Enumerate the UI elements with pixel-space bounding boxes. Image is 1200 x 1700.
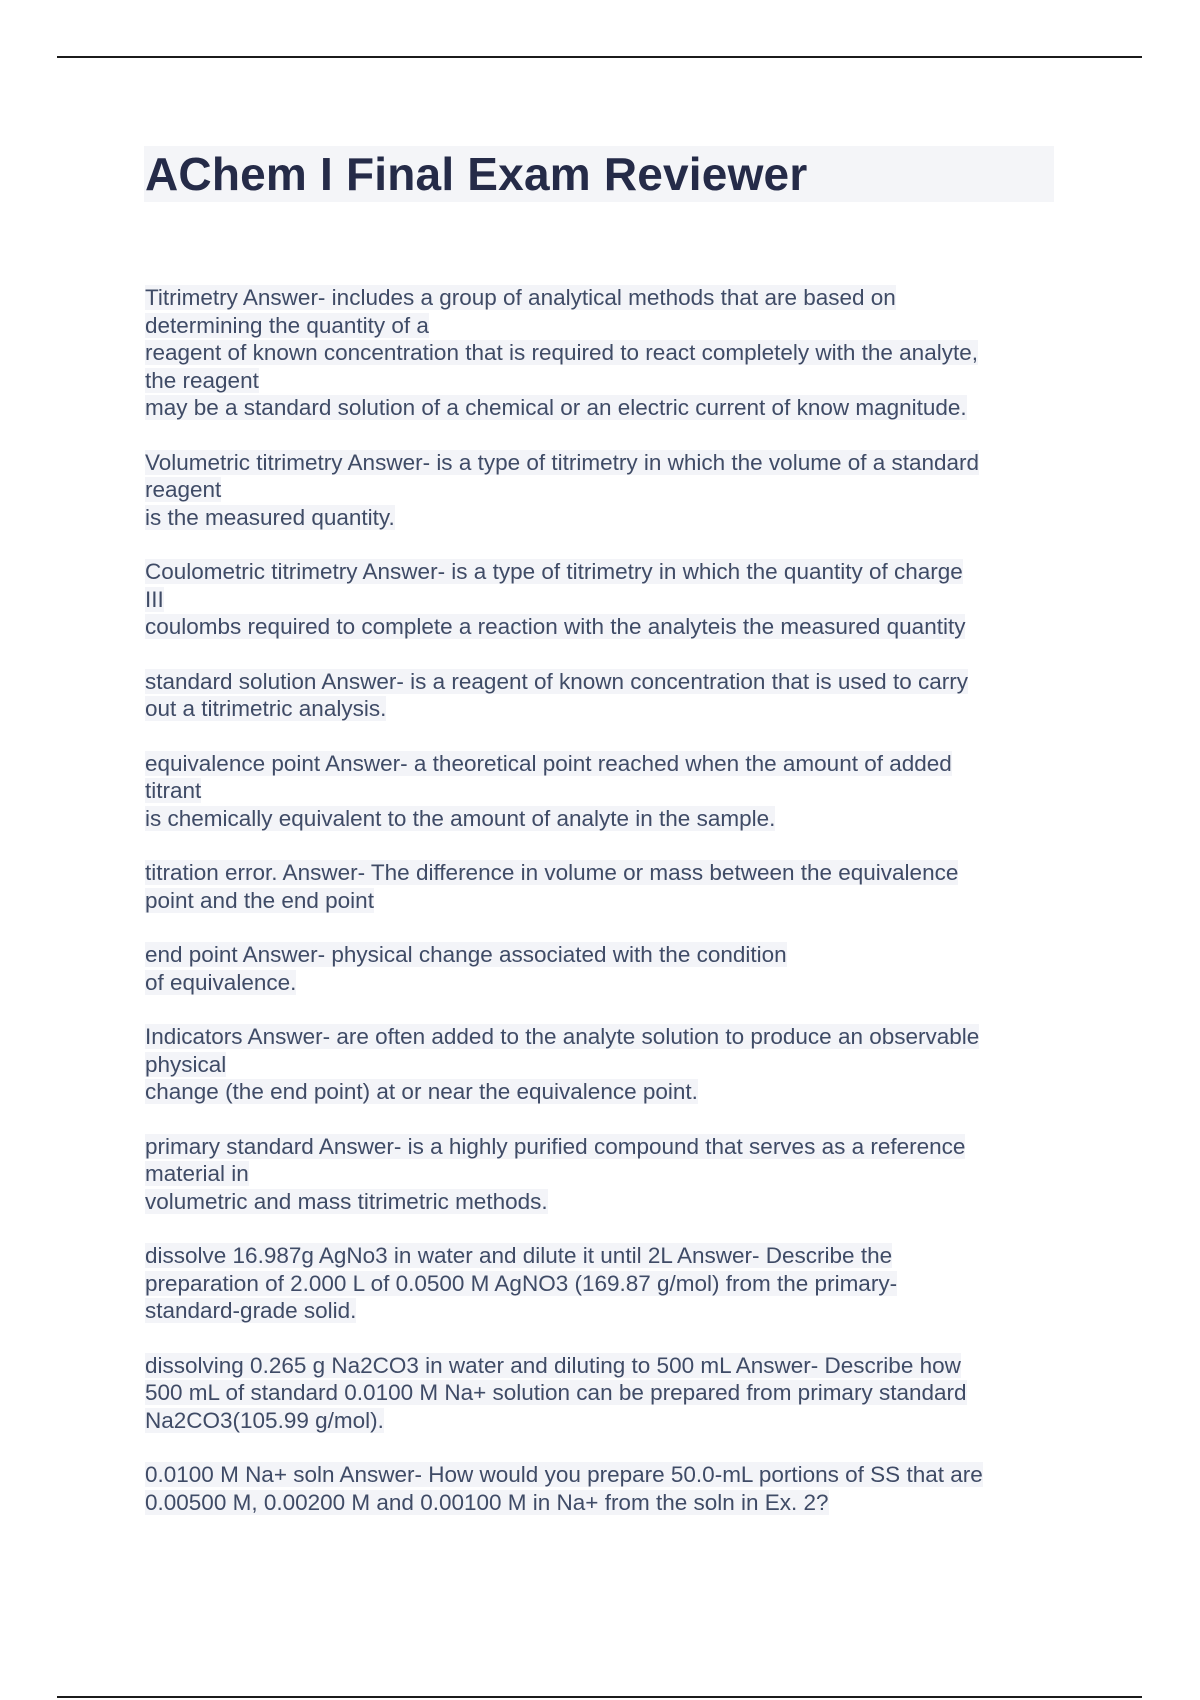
qa-entry [145, 558, 1075, 641]
entry-line [145, 1297, 1075, 1325]
qa-entry [145, 941, 1075, 996]
entry-line [145, 1379, 1075, 1407]
entry-line [145, 1133, 1075, 1161]
entry-line-text: is chemically equivalent to the amount of analyte in the sample. [145, 805, 776, 831]
entry-line [145, 476, 1075, 504]
qa-entry [145, 1461, 1075, 1516]
entry-line [145, 1270, 1075, 1298]
entry-line-text: volumetric and mass titrimetric methods. [145, 1188, 548, 1214]
qa-entries [145, 284, 1075, 1543]
entry-line-text: dissolve 16.987g AgNo3 in water and dilute it until 2L Answer- Describe the [145, 1243, 893, 1268]
entry-line-text: coulombs required to complete a reaction with the analyteis the measured quantity [145, 614, 966, 639]
qa-entry [145, 859, 1075, 914]
entry-line-text: end point Answer- physical change associated with the condition [145, 942, 787, 967]
footer-rule [57, 1696, 1142, 1698]
entry-line-text: Indicators Answer- are often added to the analyte solution to produce an observable [145, 1024, 980, 1049]
entry-line [145, 339, 1075, 367]
entry-line-text: Coulometric titrimetry Answer- is a type of titrimetry in which the quantity of charge [145, 559, 963, 584]
qa-entry [145, 1023, 1075, 1106]
entry-line [145, 969, 1075, 997]
entry-line-text: 0.0100 M Na+ soln Answer- How would you prepare 50.0-mL portions of SS that are [145, 1462, 983, 1487]
entry-line [145, 558, 1075, 586]
entry-line [145, 750, 1075, 778]
entry-line [145, 586, 1075, 614]
entry-line [145, 887, 1075, 915]
entry-line [145, 1407, 1075, 1435]
qa-entry [145, 1242, 1075, 1325]
entry-line-text: change (the end point) at or near the equivalence point. [145, 1079, 698, 1104]
entry-line-text: equivalence point Answer- a theoretical point reached when the amount of added [145, 750, 952, 776]
entry-line [145, 1051, 1075, 1079]
entry-line-text: of equivalence. [145, 969, 297, 995]
entry-line-text: standard solution Answer- is a reagent of known concentration that is used to carry [145, 668, 968, 694]
entry-line-text: dissolving 0.265 g Na2CO3 in water and diluting to 500 mL Answer- Describe how [145, 1352, 961, 1378]
entry-line [145, 695, 1075, 723]
entry-line [145, 367, 1075, 395]
qa-entry [145, 1133, 1075, 1216]
entry-line-text: 500 mL of standard 0.0100 M Na+ solution can be prepared from primary standard [145, 1380, 967, 1405]
qa-entry [145, 750, 1075, 833]
entry-line [145, 613, 1075, 641]
entry-line [145, 504, 1075, 532]
entry-line [145, 312, 1075, 340]
entry-line-text: out a titrimetric analysis. [145, 696, 387, 721]
entry-line [145, 1078, 1075, 1106]
entry-line-text: reagent of known concentration that is required to react completely with the analyte, [145, 340, 978, 365]
entry-line-text: reagent [145, 477, 222, 502]
entry-line-text: preparation of 2.000 L of 0.0500 M AgNO3 (169.87 g/mol) from the primary- [145, 1270, 898, 1296]
entry-line [145, 941, 1075, 969]
header-rule [57, 56, 1142, 58]
entry-line-text: material in [145, 1161, 249, 1186]
entry-line-text: determining the quantity of a [145, 312, 429, 338]
entry-line [145, 449, 1075, 477]
entry-line-text: point and the end point [145, 887, 374, 913]
entry-line [145, 805, 1075, 833]
entry-line [145, 284, 1075, 312]
entry-line [145, 777, 1075, 805]
entry-line-text: Volumetric titrimetry Answer- is a type of titrimetry in which the volume of a standard [145, 449, 980, 475]
entry-line [145, 394, 1075, 422]
qa-entry [145, 449, 1075, 532]
entry-line-text: is the measured quantity. [145, 504, 395, 530]
qa-entry [145, 1352, 1075, 1435]
entry-line-text: titrant [145, 778, 202, 803]
entry-line [145, 1352, 1075, 1380]
entry-line-text: standard-grade solid. [145, 1298, 357, 1323]
entry-line [145, 1160, 1075, 1188]
entry-line [145, 1188, 1075, 1216]
entry-line [145, 1242, 1075, 1270]
qa-entry [145, 668, 1075, 723]
qa-entry [145, 284, 1075, 422]
entry-line [145, 859, 1075, 887]
entry-line [145, 1461, 1075, 1489]
entry-line [145, 1489, 1075, 1517]
entry-line-text: 0.00500 M, 0.00200 M and 0.00100 M in Na+ from the soln in Ex. 2? [145, 1489, 829, 1515]
entry-line-text: Na2CO3(105.99 g/mol). [145, 1407, 384, 1433]
entry-line-text: primary standard Answer- is a highly purified compound that serves as a reference [145, 1133, 966, 1159]
entry-line-text: III [145, 586, 164, 612]
entry-line-text: the reagent [145, 367, 259, 393]
entry-line-text: may be a standard solution of a chemical or an electric current of know magnitude. [145, 395, 967, 420]
entry-line [145, 668, 1075, 696]
entry-line-text: titration error. Answer- The difference in volume or mass between the equivalence [145, 860, 959, 885]
entry-line-text: physical [145, 1051, 227, 1077]
entry-line [145, 1023, 1075, 1051]
entry-line-text: Titrimetry Answer- includes a group of analytical methods that are based on [145, 285, 896, 310]
document-title: AChem I Final Exam Reviewer [145, 148, 808, 200]
